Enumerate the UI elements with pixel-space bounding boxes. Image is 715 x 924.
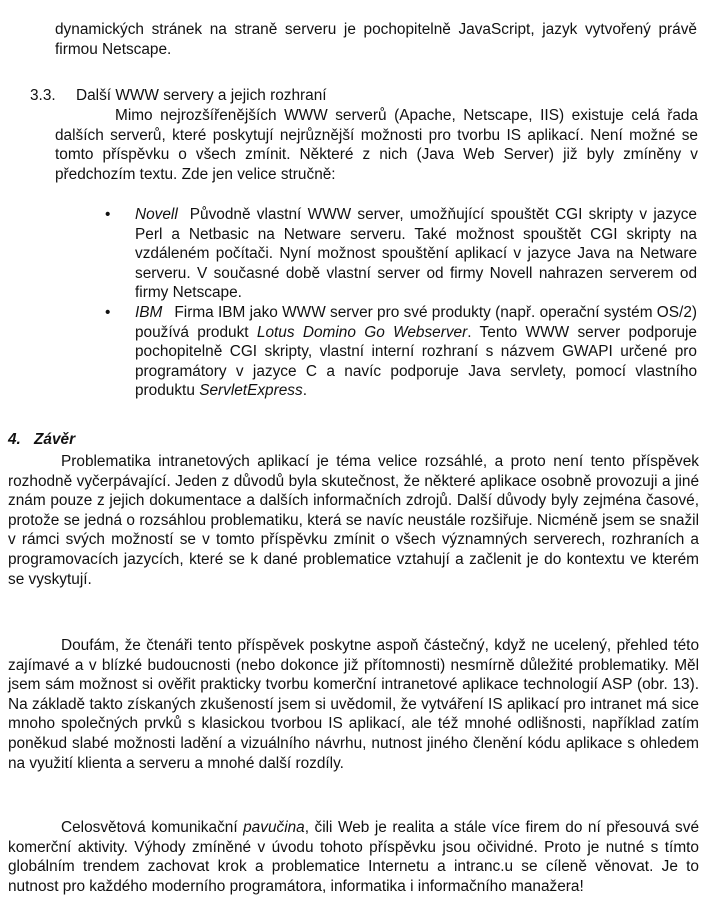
server-list <box>105 205 697 401</box>
section-number: 3.3. <box>30 87 56 104</box>
product-name: Lotus Domino Go Webserver <box>256 323 468 341</box>
intro-paragraph: dynamických stránek na straně serveru je pochopitelně JavaScript, jazyk vytvořený právě firmou Netscape. <box>55 21 697 58</box>
section-number: 4. <box>8 431 21 448</box>
conclusion-paragraph-1: Problematika intranetových aplikací je téma velice rozsáhlé, a proto není tento příspěvek rozhodně vyčerpávající. Jeden z důvodů byla skutečnost, že některé aplikace osobně provozuji a jiné znám pouze z jejich dokumentace a dalších informačních zdrojů. Další důvody byly zejména časové, protože se jedná o rozsáhlou problematiku, která se navíc neustále rozšiřuje. Nicméně jsem se snažil v rámci svých možností se v tomto příspěvku zmínit o všech významných serverech, rozhraních a programovacích jazycích, které se k dané problematice vztahují a začlenit je do kontextu ve kterém se vyskytují. <box>8 453 699 588</box>
paragraph-text: , čili Web je realita a stále více firem do ní přesouvá své komerční aktivity. Výhody zmíněné v úvodu tohoto příspěvku jsou očividné. Proto je nutné s tímto globálním trendem zachovat krok a problematice Internetu a intranc.u se cíleně věnovat. Je to nutnost pro každého moderního programátora, informatika i informačního manažera! <box>8 819 700 895</box>
bullet-icon: • <box>105 303 111 321</box>
product-name: ServletExpress <box>199 382 303 400</box>
list-item-text: Původně vlastní WWW server, umožňující spouštět CGI skripty v jazyce Perl a Netbasic na Netware serveru. Také možnost spouštět CGI skripty na vzdáleném počítači. Nyní možnost spouštění aplikací v jazyce Java na Netware serveru. V současné době vlastní server od firmy Novell nahrazen serverem od firmy Netscape. <box>135 206 697 302</box>
section-3-3-paragraph: Mimo nejrozšířenějších WWW serverů (Apache, Netscape, IIS) existuje celá řada dalších serverů, které poskytují nejrůznější možnosti pro tvorbu IS aplikací. Není možné se tomto příspěvku o všech zmínit. Některé z nich (Java Web Server) již byly zmíněny v předchozím textu. Zde jen velice stručně: <box>55 107 698 183</box>
section-title: Další WWW servery a jejich rozhraní <box>76 87 327 104</box>
conclusion-paragraph-3 <box>8 818 699 896</box>
list-item-text: Firma IBM jako WWW server pro své produkty (např. operační systém OS/2) používá produkt <box>135 303 697 341</box>
bullet-icon: • <box>105 206 111 223</box>
section-title: Závěr <box>34 431 76 448</box>
list-item-text: . Tento WWW server podporuje pochopitelně CGI skripty, vlastní interní rozhraní s názvem GWAPI určené pro programátory v jazyce C a navíc podporuje Java servlety, pomocí vlastního produktu <box>135 323 697 400</box>
list-item-term: IBM <box>135 303 163 321</box>
section-4-heading <box>8 430 75 450</box>
section-3-3-heading <box>30 86 630 106</box>
emphasis-word: pavučina <box>243 819 305 836</box>
list-item-novell <box>105 205 697 303</box>
list-item-term: Novell <box>135 206 178 223</box>
list-item-text: . <box>302 382 307 400</box>
paragraph-text: Celosvětová komunikační <box>61 819 238 836</box>
list-item-ibm <box>105 303 697 401</box>
conclusion-paragraph-2: Doufám, že čtenáři tento příspěvek poskytne aspoň částečný, když ne ucelený, přehled této zajímavé a v blízké budoucnosti (nebo dokonce již přítomnosti) nesmírně důležité problematiky. Měl jsem sám možnost si ověřit prakticky tvorbu komerční intranetové aplikace technologií ASP (obr. 13). Na základě takto získaných zkušeností jsem si uvědomil, že vytváření IS aplikací pro intranet má sice mnoho společných prvků s klasickou tvorbou IS aplikací, ale též mnohé odlišnosti, například zatím poněkud slabé možnosti ladění a vizuálního návrhu, nutnost jiného členění kódu aplikace s ohledem na využití klienta a serveru a mnohé další rozdíly. <box>8 637 699 772</box>
